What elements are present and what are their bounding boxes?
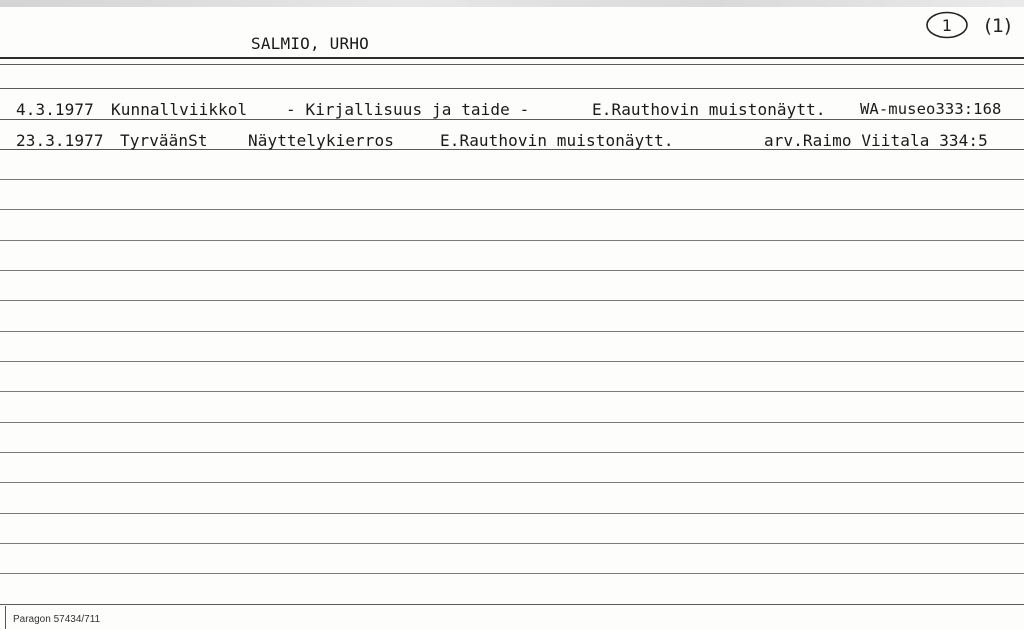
card-number-parenthesized [976,10,1020,40]
svg-text:(1): (1) [984,15,1012,37]
card-name: SALMIO, URHO [251,34,369,53]
entry-date: 23.3.1977 [16,131,104,150]
entry-section: - Kirjallisuus ja taide - [286,100,530,119]
ruled-line [0,604,1024,605]
scan-edge [0,0,1024,7]
entry-reference: WA-museo333:168 [860,100,1002,118]
ruled-line [0,270,1024,271]
ruled-line [0,543,1024,544]
ruled-line [0,482,1024,483]
ruled-line [0,331,1024,332]
ruled-line [0,452,1024,453]
ruled-line [0,422,1024,423]
ruled-line [0,391,1024,392]
header-rule [0,57,1024,59]
header-rule-2 [0,64,1024,65]
entry-date: 4.3.1977 [16,100,94,119]
entry-source: TyrväänSt [120,131,208,150]
ruled-line [0,240,1024,241]
ruled-line [0,300,1024,301]
entry-source: Kunnallviikkol [111,100,248,119]
entry-reference: arv.Raimo Viitala 334:5 [764,131,988,150]
entry-subject: E.Rauthovin muistonäytt. [592,100,826,119]
entry-subject: E.Rauthovin muistonäytt. [440,131,674,150]
ruled-line [0,209,1024,210]
ruled-line [0,573,1024,574]
ruled-line [0,88,1024,89]
ruled-line [0,119,1024,120]
svg-text:1: 1 [941,16,953,35]
card-number-circled [922,10,972,40]
card-footer: Paragon 57434/711 [13,614,101,625]
entry-section: Näyttelykierros [248,131,394,150]
ruled-line [0,513,1024,514]
ruled-line [0,179,1024,180]
margin-line [5,606,6,629]
ruled-line [0,361,1024,362]
